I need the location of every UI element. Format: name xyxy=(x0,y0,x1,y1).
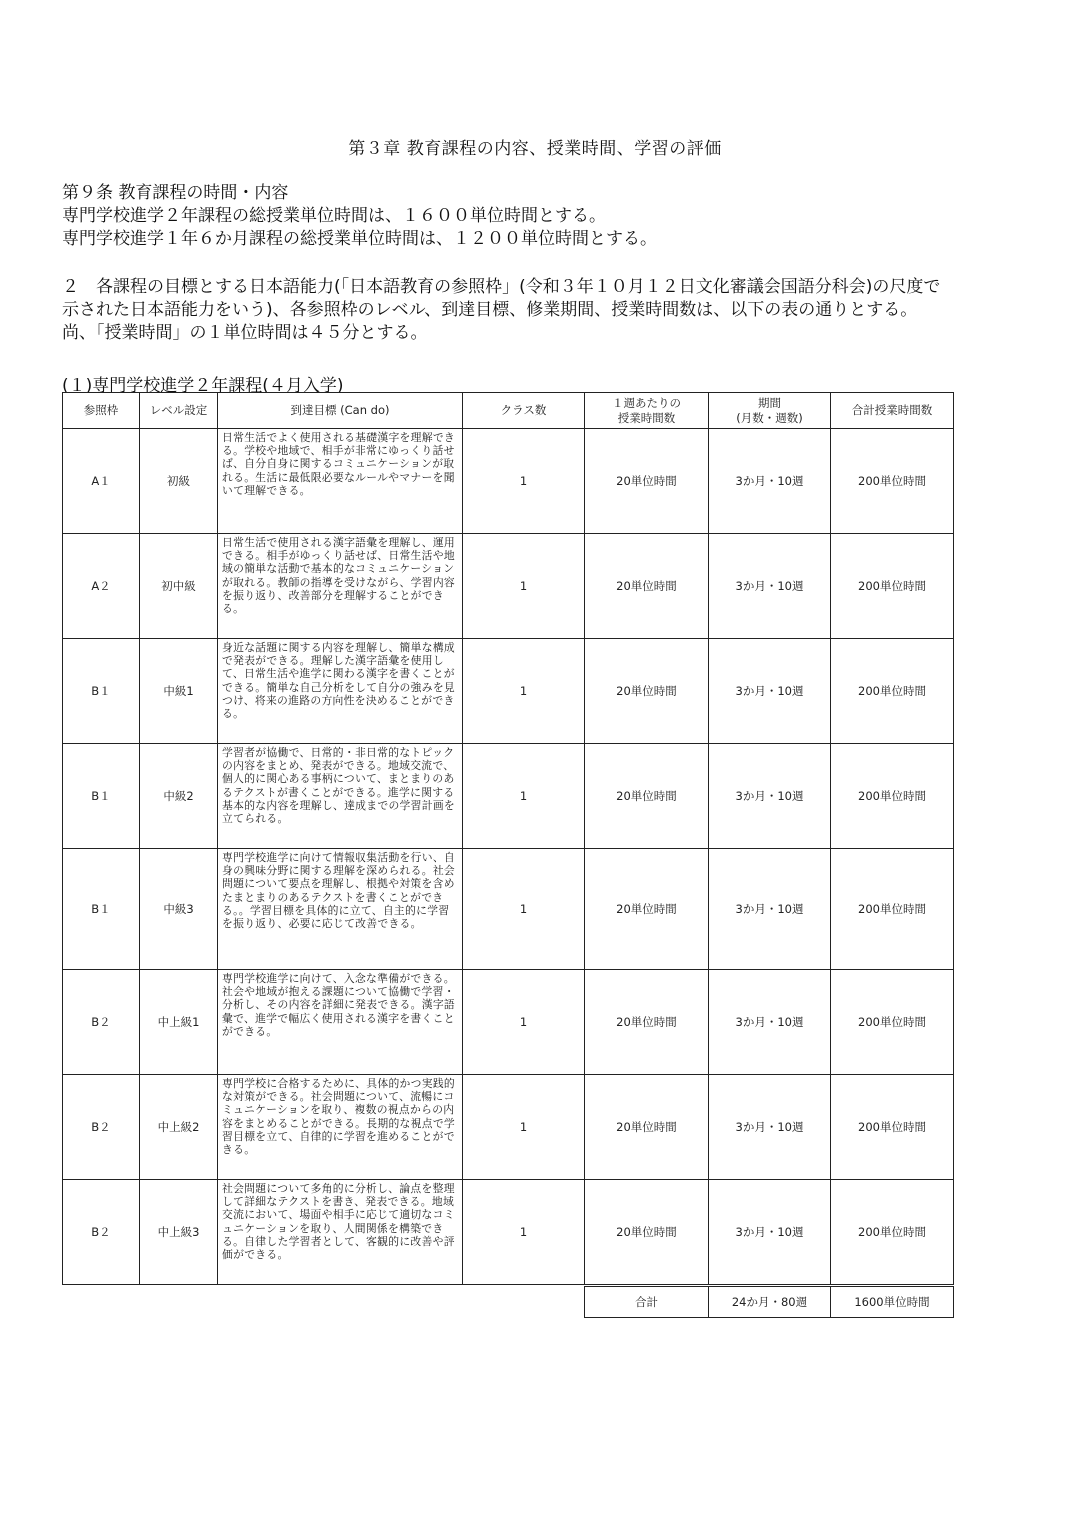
cell-goal: 専門学校に合格するために、具体的かつ実践的な対策ができる。社会問題について、流暢にコミュニケーションを取り、複数の視点からの内容をまとめることができる。長期的な視点で学習目標を立て、自律的に学習を進めることができる。 xyxy=(218,1075,463,1180)
cell-ref: B１ xyxy=(63,639,140,744)
table-row xyxy=(63,970,954,1075)
cell-weekly: 20単位時間 xyxy=(585,849,709,970)
cell-period: 3か月・10週 xyxy=(709,639,831,744)
cell-period: 3か月・10週 xyxy=(709,429,831,534)
cell-weekly: 20単位時間 xyxy=(585,1180,709,1285)
cell-level: 中上級1 xyxy=(140,970,218,1075)
summary-row xyxy=(585,1287,954,1318)
cell-level: 中級3 xyxy=(140,849,218,970)
article-heading: 第９条 教育課程の時間・内容 xyxy=(62,183,289,203)
table-row xyxy=(63,744,954,849)
article-line-2: 専門学校進学１年６か月課程の総授業単位時間は、１２００単位時間とする。 xyxy=(62,229,657,249)
cell-total: 200単位時間 xyxy=(831,1180,954,1285)
paragraph2-line-2: 示された日本語能力をいう)、各参照枠のレベル、到達目標、修業期間、授業時間数は、以下の表の通りとする。 xyxy=(62,300,918,320)
table-header-row xyxy=(63,393,954,429)
cell-classes: 1 xyxy=(463,744,585,849)
cell-goal: 専門学校進学に向けて、入念な準備ができる。社会や地域が抱える課題について協働で学習・分析し、その内容を詳細に発表できる。漢字語彙で、進学で幅広く使用される漢字を書くことができる。 xyxy=(218,970,463,1075)
paragraph2-line-1: ２ 各課程の目標とする日本語能力(「日本語教育の参照枠」(令和３年１０月１２日文化審議会国語分科会)の尺度で xyxy=(62,277,941,297)
cell-ref: A２ xyxy=(63,534,140,639)
header-weekly-line-2: 授業時間数 xyxy=(617,410,676,425)
header-total: 合計授業時間数 xyxy=(831,393,954,429)
article-line-1: 専門学校進学２年課程の総授業単位時間は、１６００単位時間とする。 xyxy=(62,206,606,226)
cell-weekly: 20単位時間 xyxy=(585,534,709,639)
cell-period: 3か月・10週 xyxy=(709,849,831,970)
summary-label: 合計 xyxy=(585,1287,709,1318)
summary-period: 24か月・80週 xyxy=(709,1287,831,1318)
body-text xyxy=(62,182,1022,345)
table-row xyxy=(63,534,954,639)
table-row xyxy=(63,639,954,744)
header-classes: クラス数 xyxy=(463,393,585,429)
cell-level: 中上級3 xyxy=(140,1180,218,1285)
cell-ref: B２ xyxy=(63,970,140,1075)
header-ref: 参照枠 xyxy=(63,393,140,429)
cell-level: 初中級 xyxy=(140,534,218,639)
cell-weekly: 20単位時間 xyxy=(585,744,709,849)
cell-ref: A１ xyxy=(63,429,140,534)
cell-weekly: 20単位時間 xyxy=(585,429,709,534)
cell-period: 3か月・10週 xyxy=(709,744,831,849)
table-row xyxy=(63,849,954,970)
curriculum-table xyxy=(62,392,954,1285)
header-period-line-1: 期間 xyxy=(758,395,781,410)
header-weekly-line-1: １週あたりの xyxy=(612,395,681,410)
paragraph2-line-3: 尚、「授業時間」の１単位時間は４５分とする。 xyxy=(62,323,428,343)
cell-ref: B２ xyxy=(63,1075,140,1180)
cell-classes: 1 xyxy=(463,1180,585,1285)
cell-total: 200単位時間 xyxy=(831,429,954,534)
cell-total: 200単位時間 xyxy=(831,970,954,1075)
cell-classes: 1 xyxy=(463,849,585,970)
cell-classes: 1 xyxy=(463,639,585,744)
cell-level: 初級 xyxy=(140,429,218,534)
table-row xyxy=(63,1075,954,1180)
header-period xyxy=(709,393,831,429)
cell-classes: 1 xyxy=(463,1075,585,1180)
cell-classes: 1 xyxy=(463,534,585,639)
cell-ref: B１ xyxy=(63,849,140,970)
cell-total: 200単位時間 xyxy=(831,639,954,744)
cell-level: 中級2 xyxy=(140,744,218,849)
cell-classes: 1 xyxy=(463,429,585,534)
cell-level: 中級1 xyxy=(140,639,218,744)
chapter-title: 第３章 教育課程の内容、授業時間、学習の評価 xyxy=(348,139,722,159)
header-level: レベル設定 xyxy=(140,393,218,429)
cell-period: 3か月・10週 xyxy=(709,970,831,1075)
header-weekly xyxy=(585,393,709,429)
cell-total: 200単位時間 xyxy=(831,1075,954,1180)
cell-total: 200単位時間 xyxy=(831,744,954,849)
cell-weekly: 20単位時間 xyxy=(585,970,709,1075)
cell-goal: 学習者が協働で、日常的・非日常的なトピックの内容をまとめ、発表ができる。地域交流で、個人的に関心ある事柄について、まとまりのあるテクストが書くことができる。進学に関する基本的な内容を理解し、達成までの学習計画を立てられる。 xyxy=(218,744,463,849)
cell-goal: 社会問題について多角的に分析し、論点を整理して詳細なテクストを書き、発表できる。地域交流において、場面や相手に応じて適切なコミュニケーションを取り、人間関係を構築できる。自律した学習者として、客観的に改善や評価ができる。 xyxy=(218,1180,463,1285)
header-period-line-2: (月数・週数) xyxy=(736,410,803,425)
summary-total: 1600単位時間 xyxy=(831,1287,954,1318)
cell-ref: B１ xyxy=(63,744,140,849)
cell-period: 3か月・10週 xyxy=(709,534,831,639)
cell-ref: B２ xyxy=(63,1180,140,1285)
table-caption: (１)専門学校進学２年課程(４月入学) xyxy=(62,376,344,396)
summary-table xyxy=(584,1286,954,1318)
table-row xyxy=(63,429,954,534)
cell-level: 中上級2 xyxy=(140,1075,218,1180)
cell-weekly: 20単位時間 xyxy=(585,1075,709,1180)
cell-total: 200単位時間 xyxy=(831,534,954,639)
cell-period: 3か月・10週 xyxy=(709,1180,831,1285)
cell-goal: 日常生活で使用される漢字語彙を理解し、運用できる。相手がゆっくり話せば、日常生活や地域の簡単な活動で基本的なコミュニケーションが取れる。教師の指導を受けながら、学習内容を振り返り、改善部分を理解することができる。 xyxy=(218,534,463,639)
table-row xyxy=(63,1180,954,1285)
cell-period: 3か月・10週 xyxy=(709,1075,831,1180)
cell-goal: 日常生活でよく使用される基礎漢字を理解できる。学校や地域で、相手が非常にゆっくり話せば、自分自身に関するコミュニケーションが取れる。生活に最低限必要なルールやマナーを聞いて理解できる。 xyxy=(218,429,463,534)
cell-classes: 1 xyxy=(463,970,585,1075)
cell-goal: 専門学校進学に向けて情報収集活動を行い、自身の興味分野に関する理解を深められる。社会問題について要点を理解し、根拠や対策を含めたまとまりのあるテクストを書くことができる。。学習目標を具体的に立て、自主的に学習を振り返り、必要に応じて改善できる。 xyxy=(218,849,463,970)
header-goal: 到達目標 (Can do) xyxy=(218,393,463,429)
cell-weekly: 20単位時間 xyxy=(585,639,709,744)
cell-total: 200単位時間 xyxy=(831,849,954,970)
cell-goal: 身近な話題に関する内容を理解し、簡単な構成で発表ができる。理解した漢字語彙を使用して、日常生活や進学に関わる漢字を書くことができる。簡単な自己分析をして自分の強みを見つけ、将来の進路の方向性を決めることができる。 xyxy=(218,639,463,744)
